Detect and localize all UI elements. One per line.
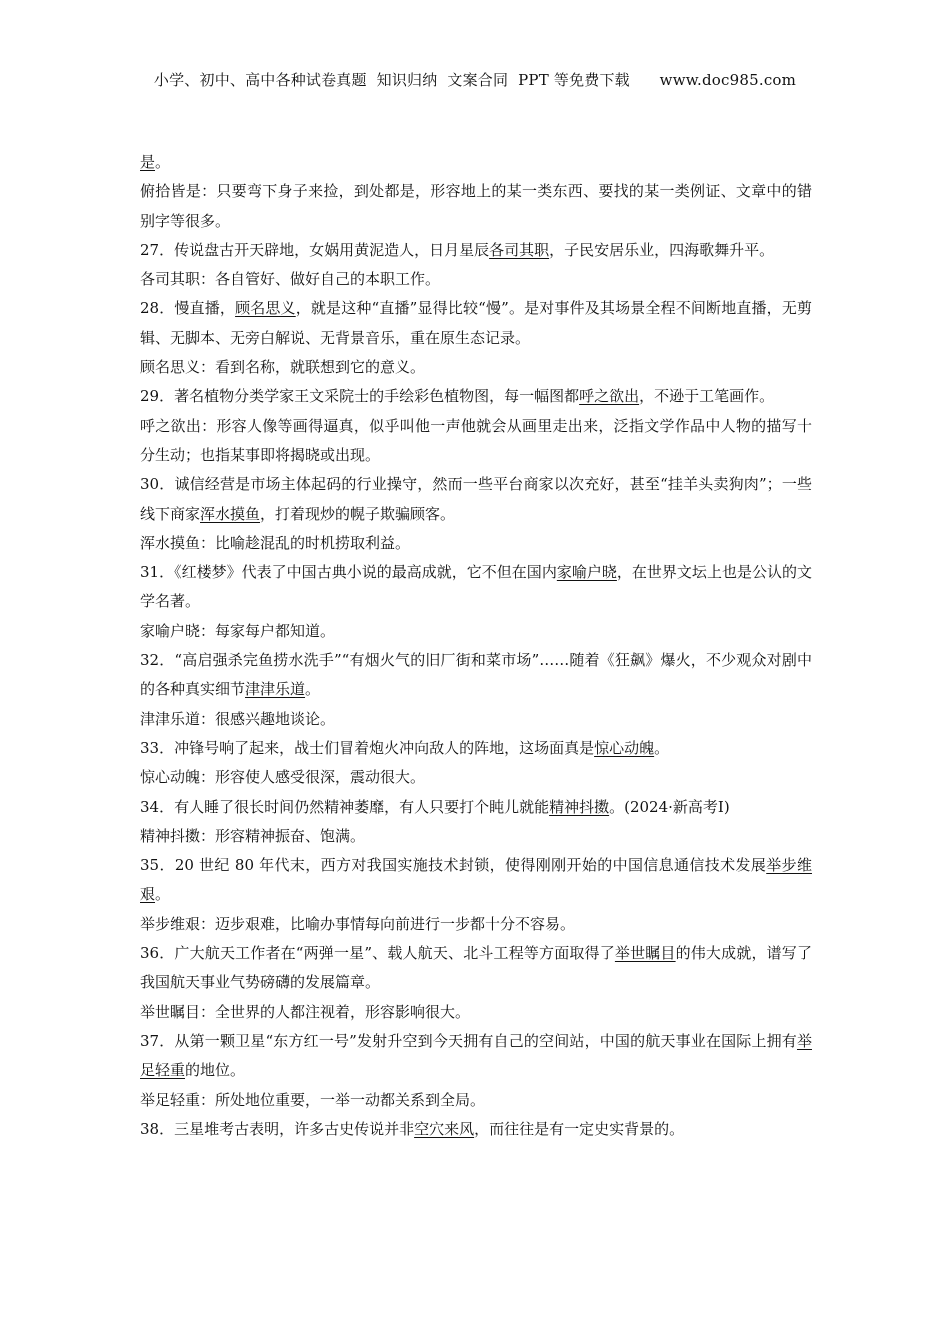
text-run: ，在世界文坛上也是公认的文学名著。 [140, 563, 812, 611]
idiom-definition [140, 177, 812, 236]
text-run: 35．20 世纪 80 年代末，西方对我国实施技术封锁，使得刚刚开始的中国信息通信技术发展 [140, 856, 767, 875]
text-run: 31．《红楼梦》代表了中国古典小说的最高成就，它不但在国内 [140, 563, 557, 582]
idiom-definition [140, 763, 812, 792]
text-run: ，不逊于工笔画作。 [639, 387, 775, 406]
idiom-definition [140, 1086, 812, 1115]
underlined-idiom: 津津乐道 [245, 680, 306, 699]
underlined-idiom: 各司其职 [489, 240, 550, 259]
idiom-definition [140, 998, 812, 1027]
text-run: 。 [155, 153, 171, 171]
text-run: 顾名思义：看到名称，就联想到它的意义。 [140, 358, 426, 377]
text-run: 28．慢直播， [140, 299, 236, 318]
page-header: 小学、初中、高中各种试卷真题 知识归纳 文案合同 PPT 等免费下载 www.doc985.com [153, 71, 797, 89]
text-run: 家喻户晓：每家每户都知道。 [140, 621, 336, 640]
text-run: 举步维艰：迈步艰难，比喻办事情每向前进行一步都十分不容易。 [140, 914, 576, 933]
underlined-idiom: 家喻户晓 [556, 563, 617, 582]
text-run: 各司其职：各自管好、做好自己的本职工作。 [140, 270, 441, 289]
idiom-definition [140, 822, 812, 851]
text-run: 浑水摸鱼：比喻趁混乱的时机捞取利益。 [140, 533, 411, 552]
question-item [140, 1027, 812, 1086]
question-item [140, 793, 812, 822]
underlined-idiom: 是 [140, 153, 156, 171]
underlined-idiom: 浑水摸鱼 [200, 504, 261, 523]
text-run: 29．著名植物分类学家王文采院士的手绘彩色植物图，每一幅图都 [140, 387, 580, 406]
underlined-idiom: 举步维艰 [140, 856, 812, 904]
underlined-idiom: 精神抖擞 [549, 797, 610, 816]
text-run: 精神抖擞：形容精神振奋、饱满。 [140, 826, 366, 845]
question-item [140, 294, 812, 353]
continued-text [140, 148, 812, 177]
text-run: 的伟大成就，谱写了我国航天事业气势磅礴的发展篇章。 [140, 944, 812, 992]
text-run: 举足轻重：所处地位重要，一举一动都关系到全局。 [140, 1090, 486, 1109]
underlined-idiom: 顾名思义 [235, 299, 296, 318]
text-run: 32．“高启强杀完鱼捞水洗手”“有烟火气的旧厂街和菜市场”……随着《狂飙》爆火，不少观众对剧中的各种真实细节 [140, 651, 812, 699]
idiom-definition [140, 705, 812, 734]
text-run: 惊心动魄：形容使人感受很深，震动很大。 [140, 768, 426, 787]
idiom-definition [140, 617, 812, 646]
underlined-idiom: 举世瞩目 [614, 944, 676, 963]
underlined-idiom: 惊心动魄 [594, 738, 655, 757]
question-item [140, 470, 812, 529]
text-run: ，就是这种“直播”显得比较“慢”。是对事件及其场景全程不间断地直播，无剪辑、无脚本、无旁白解说、无背景音乐，重在原生态记录。 [140, 299, 812, 347]
text-run: 呼之欲出：形容人像等画得逼真，似乎叫他一声他就会从画里走出来，泛指文学作品中人物的描写十分生动；也指某事即将揭晓或出现。 [140, 416, 812, 464]
text-run: 38．三星堆考古表明，许多古史传说并非 [140, 1119, 415, 1138]
question-item [140, 939, 812, 998]
text-run: 34．有人睡了很长时间仍然精神萎靡，有人只要打个盹儿就能 [140, 797, 550, 816]
text-run: 33．冲锋号响了起来，战士们冒着炮火冲向敌人的阵地，这场面真是 [140, 738, 595, 757]
text-run: 30．诚信经营是市场主体起码的行业操守，然而一些平台商家以次充好，甚至“挂羊头卖狗肉”；一些线下商家 [140, 475, 812, 523]
question-item [140, 236, 812, 265]
text-run: 。(2024·新高考Ⅰ) [609, 797, 730, 816]
question-item [140, 734, 812, 763]
text-run: ，而往往是有一定史实背景的。 [474, 1119, 685, 1138]
text-run: 。 [305, 680, 321, 699]
text-run: ，子民安居乐业，四海歌舞升平。 [549, 240, 775, 259]
idiom-definition [140, 412, 812, 471]
underlined-idiom: 呼之欲出 [579, 387, 640, 406]
idiom-definition [140, 265, 812, 294]
underlined-idiom: 举足轻重 [140, 1031, 812, 1080]
text-run: 27．传说盘古开天辟地，女娲用黄泥造人，日月星辰 [140, 240, 490, 259]
text-run: 津津乐道：很感兴趣地谈论。 [140, 709, 336, 728]
question-item [140, 646, 812, 705]
idiom-definition [140, 910, 812, 939]
text-run: 俯拾皆是：只要弯下身子来捡，到处都是，形容地上的某一类东西、要找的某一类例证、文章中的错别字等很多。 [140, 182, 812, 230]
idiom-definition [140, 353, 812, 382]
text-run: 36．广大航天工作者在“两弹一星”、载人航天、北斗工程等方面取得了 [140, 944, 615, 963]
idiom-definition [140, 529, 812, 558]
text-run: ，打着现炒的幌子欺骗顾客。 [260, 504, 456, 523]
text-run: 37．从第一颗卫星“东方红一号”发射升空到今天拥有自己的空间站，中国的航天事业在国际上拥有 [140, 1031, 797, 1050]
question-item [140, 1115, 812, 1144]
question-item [140, 851, 812, 910]
document-body [140, 148, 812, 1144]
text-run: 。 [654, 738, 670, 757]
text-run: 。 [155, 885, 171, 904]
question-item [140, 382, 812, 411]
text-run: 举世瞩目：全世界的人都注视着，形容影响很大。 [140, 1002, 471, 1021]
underlined-idiom: 空穴来风 [414, 1119, 475, 1138]
question-item [140, 558, 812, 617]
text-run: 的地位。 [185, 1061, 246, 1080]
